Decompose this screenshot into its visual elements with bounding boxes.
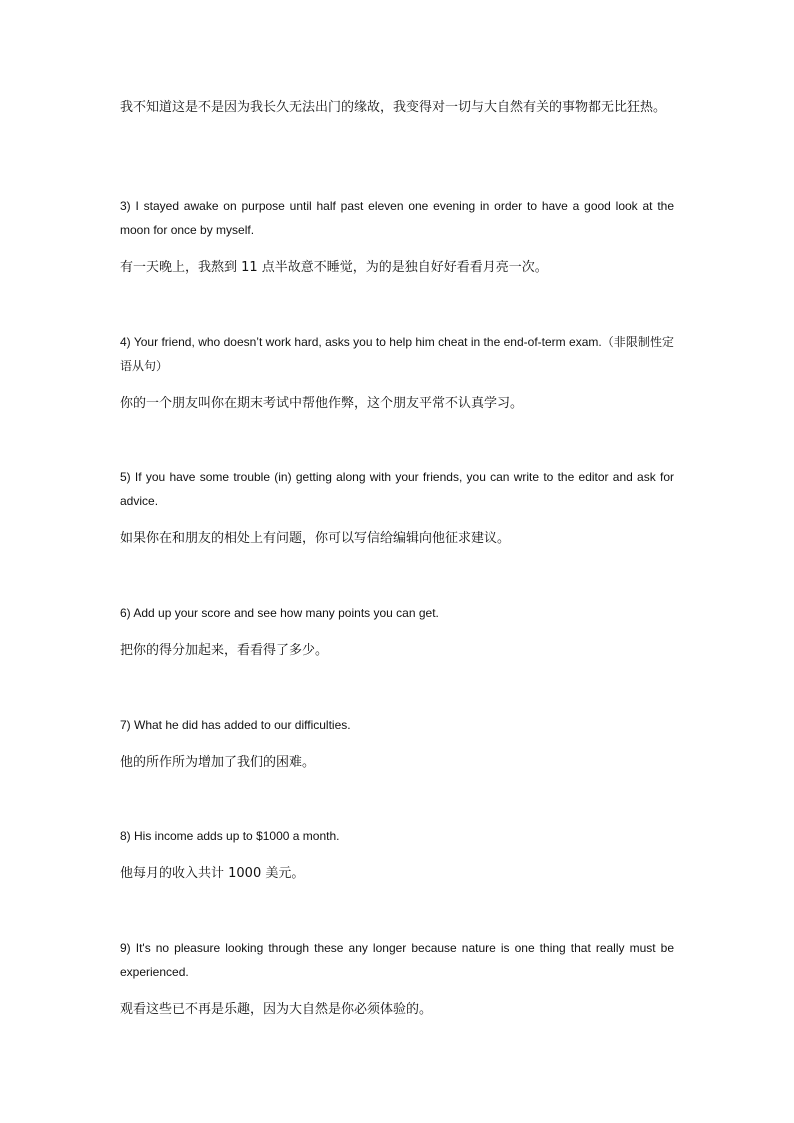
translation-paragraph-2: 我不知道这是不是因为我长久无法出门的缘故，我变得对一切与大自然有关的事物都无比狂热。 (120, 100, 667, 115)
sentence-5-english: 5) If you have some trouble (in) getting along with your friends, you can write to the editor and ask for advice. (120, 470, 674, 508)
sentence-5-chinese: 如果你在和朋友的相处上有问题，你可以写信给编辑向他征求建议。 (120, 531, 511, 546)
sentence-7-chinese: 他的所作所为增加了我们的困难。 (120, 755, 316, 770)
sentence-9-english: 9) It's no pleasure looking through these any longer because nature is one thing that really must be experienced. (120, 941, 674, 979)
sentence-8-chinese: 他每月的收入共计 1000 美元。 (120, 866, 305, 881)
sentence-8-english: 8) His income adds up to $1000 a month. (120, 829, 340, 843)
sentence-6-english: 6) Add up your score and see how many points you can get. (120, 606, 439, 620)
sentence-3-english: 3) I stayed awake on purpose until half past eleven one evening in order to have a good look at the moon for once by myself. (120, 199, 674, 237)
sentence-9-chinese: 观看这些已不再是乐趣，因为大自然是你必须体验的。 (120, 1002, 433, 1017)
sentence-3-chinese: 有一天晚上，我熬到 11 点半故意不睡觉，为的是独自好好看看月亮一次。 (120, 260, 548, 275)
sentence-6-chinese: 把你的得分加起来，看看得了多少。 (120, 643, 329, 658)
sentence-4-english: 4) Your friend, who doesn’t work hard, asks you to help him cheat in the end-of-term exam.（非限制性定语从句） (120, 335, 674, 373)
sentence-7-english: 7) What he did has added to our difficulties. (120, 718, 351, 732)
sentence-4-chinese: 你的一个朋友叫你在期末考试中帮他作弊，这个朋友平常不认真学习。 (120, 396, 524, 411)
